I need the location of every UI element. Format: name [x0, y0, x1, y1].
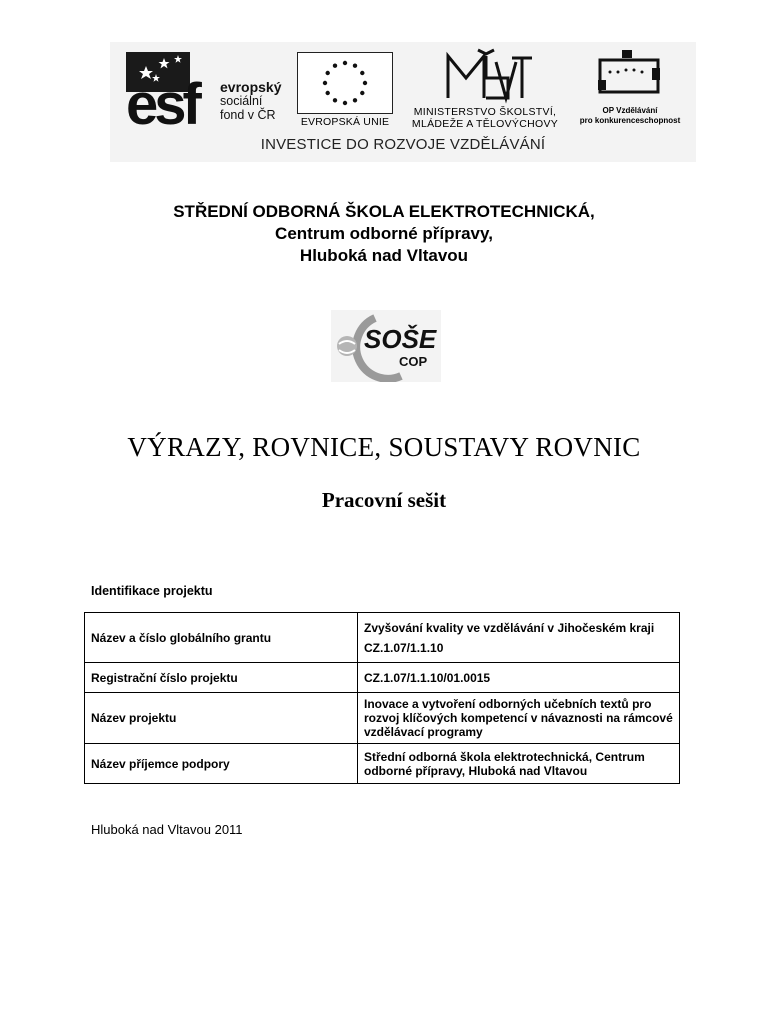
op-vzdelavani-icon — [570, 48, 690, 104]
table-row — [85, 693, 680, 744]
esf-text — [220, 80, 281, 122]
row-value — [358, 613, 680, 663]
esf-line1: evropský — [220, 79, 282, 95]
document-title: VÝRAZY, ROVNICE, SOUSTAVY ROVNIC — [127, 432, 641, 462]
row-key: Název a číslo globálního grantu — [85, 613, 358, 663]
school-town: Hluboká nad Vltavou — [299, 246, 469, 265]
banner-slogan: INVESTICE DO ROZVOJE VZDĚLÁVÁNÍ — [260, 136, 546, 153]
project-table — [84, 612, 680, 784]
row-value-line: CZ.1.07/1.1.10 — [364, 640, 444, 655]
place-and-year: Hluboká nad Vltavou 2011 — [91, 822, 243, 837]
op-logo — [570, 48, 690, 132]
eu-logo — [294, 52, 394, 130]
eu-flag-icon — [297, 52, 393, 114]
sose-logo-subtext: COP — [399, 354, 428, 369]
table-row — [85, 613, 680, 663]
row-value: Střední odborná škola elektrotechnická, Centrum odborné přípravy, Hluboká nad Vltavou — [358, 744, 680, 784]
row-value: Inovace a vytvoření odborných učebních textů pro rozvoj klíčových kompetencí v návaznosti na rámcové vzdělávací programy — [358, 693, 680, 744]
msmt-label-line2: MLÁDEŽE A TĚLOVÝCHOVY — [411, 118, 559, 130]
msmt-logo — [400, 48, 570, 132]
document-subtitle: Pracovní sešit — [321, 488, 447, 512]
msmt-label — [400, 106, 570, 130]
sose-emblem-icon — [331, 310, 441, 382]
msmt-monogram-icon — [400, 48, 570, 104]
msmt-label-line1: MINISTERSTVO ŠKOLSTVÍ, — [413, 106, 557, 118]
eu-label: EVROPSKÁ UNIE — [300, 116, 390, 128]
school-centre: Centrum odborné přípravy, — [275, 224, 493, 243]
esf-line3: fond v ČR — [220, 108, 276, 122]
op-label-line1: OP Vzdělávání — [602, 106, 658, 115]
esf-line2: sociální — [220, 94, 263, 108]
sose-logo — [331, 310, 441, 382]
row-key: Registrační číslo projektu — [85, 663, 358, 693]
row-value-line: Zvyšování kvality ve vzdělávání v Jihočeském kraji — [364, 620, 655, 635]
row-value: CZ.1.07/1.1.10/01.0015 — [358, 663, 680, 693]
school-heading — [0, 201, 768, 267]
logo-banner — [110, 42, 696, 162]
esf-logo — [126, 52, 298, 137]
op-label-line2: pro konkurenceschopnost — [579, 116, 681, 125]
sose-logo-text: SOŠE — [364, 324, 437, 354]
project-heading: Identifikace projektu — [91, 584, 213, 598]
row-key: Název projektu — [85, 693, 358, 744]
school-name: STŘEDNÍ ODBORNÁ ŠKOLA ELEKTROTECHNICKÁ, — [173, 202, 595, 221]
row-key: Název příjemce podpory — [85, 744, 358, 784]
op-label — [570, 106, 690, 126]
table-row — [85, 744, 680, 784]
table-row — [85, 663, 680, 693]
esf-brand: esf — [126, 72, 198, 137]
